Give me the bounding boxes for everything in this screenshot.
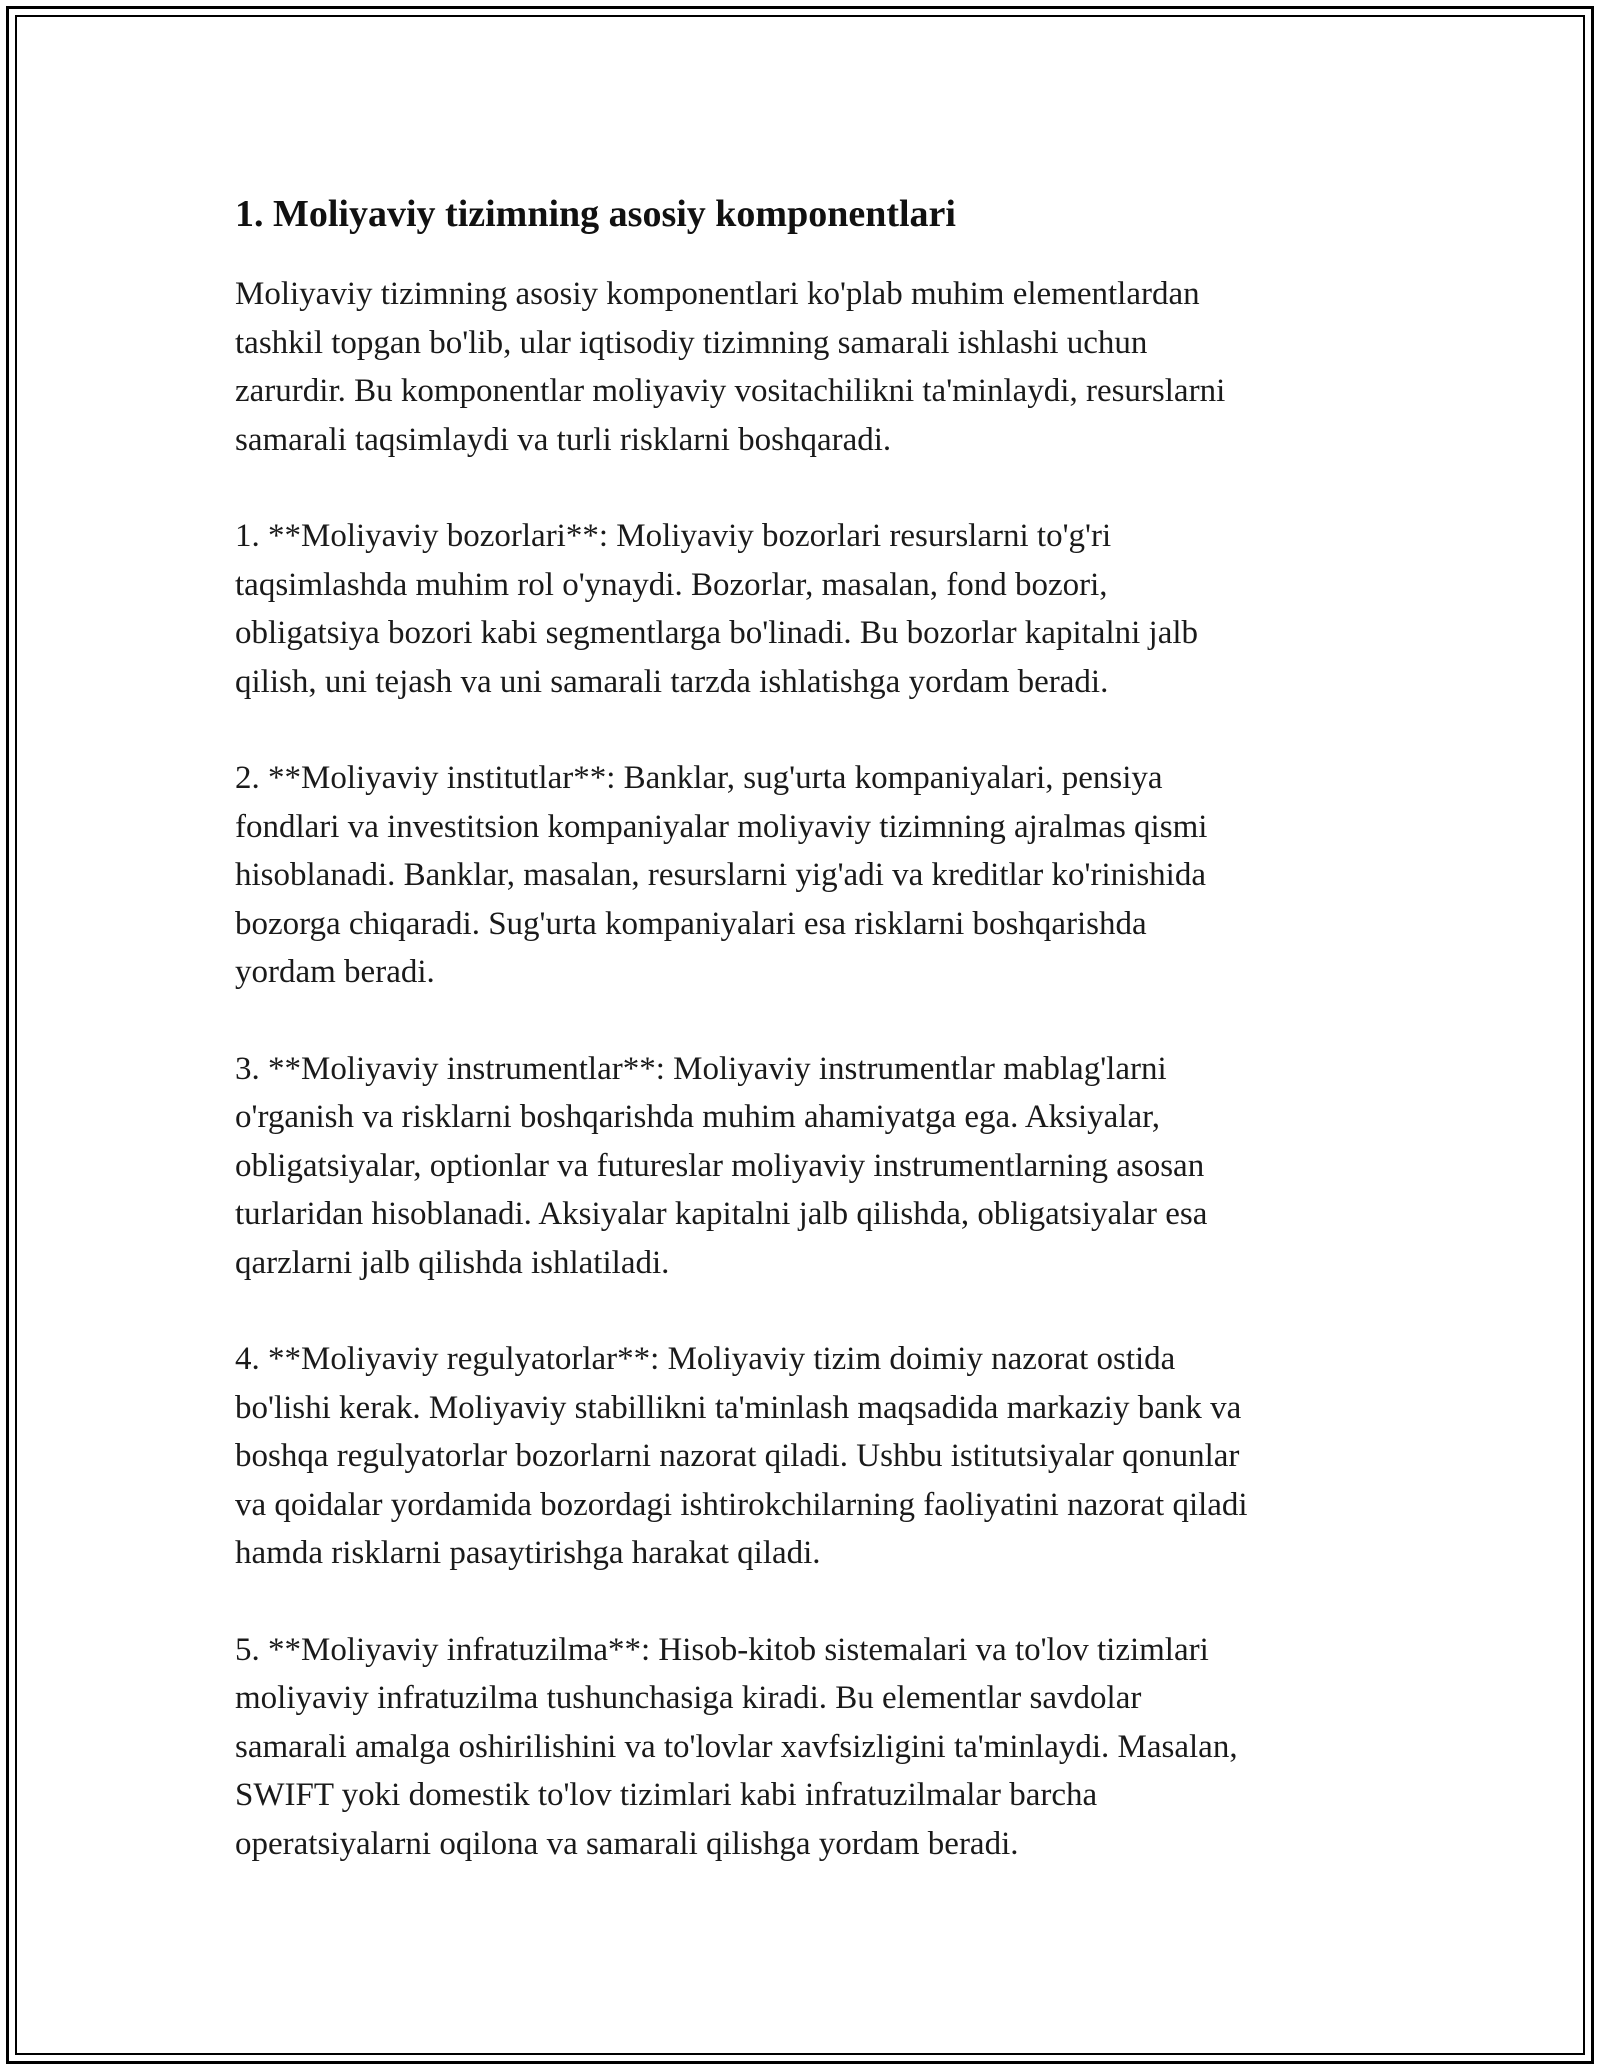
paragraph-financial-infrastructure: 5. **Moliyaviy infratuzilma**: Hisob-kitob sistemalari va to'lov tizimlari moliyaviy infratuzilma tushunchasiga kiradi. Bu elementlar savdolar samarali amalga oshirilishini va to'lovlar xavfsizligini ta'minlaydi. Masalan, SWIFT yoki domestik to'lov tizimlari kabi infratuzilmalar barcha operatsiyalarni oqilona va samarali qilishga yordam beradi. <box>235 1631 1238 1862</box>
document-body <box>235 188 1370 1868</box>
document-title: 1. Moliyaviy tizimning asosiy komponentlari <box>235 193 956 235</box>
paragraph-financial-markets: 1. **Moliyaviy bozorlari**: Moliyaviy bozorlari resurslarni to'g'ri taqsimlashda muhim rol o'ynaydi. Bozorlar, masalan, fond bozori, obligatsiya bozori kabi segmentlarga bo'linadi. Bu bozorlar kapitalni jalb qilish, uni tejash va uni samarali tarzda ishlatishga yordam beradi. <box>235 518 1199 700</box>
intro-paragraph: Moliyaviy tizimning asosiy komponentlari ko'plab muhim elementlardan tashkil topgan bo'lib, ular iqtisodiy tizimning samarali ishlashi uchun zarurdir. Bu komponentlar moliyaviy vositachilikni ta'minlaydi, resurslarni samarali taqsimlaydi va turli risklarni boshqaradi. <box>235 276 1226 458</box>
paragraph-financial-instruments: 3. **Moliyaviy instrumentlar**: Moliyaviy instrumentlar mablag'larni o'rganish va risklarni boshqarishda muhim ahamiyatga ega. Aksiyalar, obligatsiyalar, optionlar va futureslar moliyaviy instrumentlarning asosan turlaridan hisoblanadi. Aksiyalar kapitalni jalb qilishda, obligatsiyalar esa qarzlarni jalb qilishda ishlatiladi. <box>235 1050 1208 1281</box>
paragraph-financial-regulators: 4. **Moliyaviy regulyatorlar**: Moliyaviy tizim doimiy nazorat ostida bo'lishi kerak. Moliyaviy stabillikni ta'minlash maqsadida markaziy bank va boshqa regulyatorlar bozorlarni nazorat qiladi. Ushbu istitutsiyalar qonunlar va qoidalar yordamida bozordagi ishtirokchilarning faoliyatini nazorat qiladi hamda risklarni pasaytirishga harakat qiladi. <box>235 1341 1248 1571</box>
paragraph-financial-institutions: 2. **Moliyaviy institutlar**: Banklar, sug'urta kompaniyalari, pensiya fondlari va investitsion kompaniyalar moliyaviy tizimning ajralmas qismi hisoblanadi. Banklar, masalan, resurslarni yig'adi va kreditlar ko'rinishida bozorga chiqaradi. Sug'urta kompaniyalari esa risklarni boshqarishda yordam beradi. <box>235 760 1208 990</box>
